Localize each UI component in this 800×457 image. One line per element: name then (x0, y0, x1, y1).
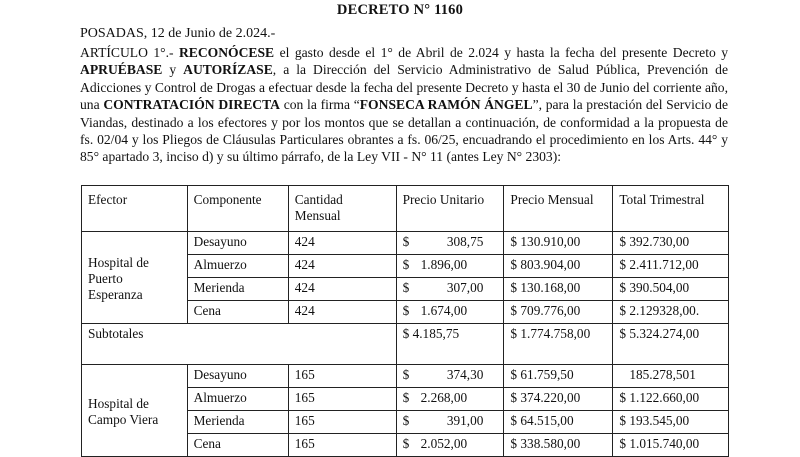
currency-symbol: $ (402, 390, 410, 405)
mensual-cell (504, 301, 613, 324)
article-bold-firma: FONSECA RAMÓN ÁNGEL (359, 97, 533, 113)
componente-cell: Almuerzo (187, 255, 288, 278)
unitario-value: 307,00 (446, 280, 484, 295)
efector-cell: Hospital de Campo Viera (82, 365, 188, 457)
cantidad-cell: 165 (288, 411, 396, 434)
table-row (82, 232, 729, 255)
currency-symbol: $ (402, 280, 410, 295)
trimestral-cell (613, 434, 729, 457)
trimestral-value: 185.278,501 (629, 367, 696, 382)
mensual-cell (504, 365, 613, 388)
subtotal-trimestral-value: 5.324.274,00 (629, 326, 700, 341)
mensual-value: 130.168,00 (520, 280, 581, 295)
trimestral-cell (613, 255, 729, 278)
table-row (82, 365, 729, 388)
header-precio-unitario: Precio Unitario (396, 186, 504, 232)
article-bold-apruebase: APRUÉBASE (80, 62, 163, 78)
mensual-cell (504, 278, 613, 301)
currency-symbol: $ (510, 367, 518, 382)
mensual-cell (504, 434, 613, 457)
unitario-value: 2.052,00 (420, 436, 468, 451)
mensual-cell (504, 232, 613, 255)
unitario-cell (396, 301, 504, 324)
header-componente: Componente (187, 186, 288, 232)
mensual-cell (504, 388, 613, 411)
article-intro: ARTÍCULO 1°.- (80, 45, 179, 60)
article-text-5: ”, para la prestación del Servicio de Viandas, destinado a los efectores y por los montos que se detallan a continuación, de conformidad a la propuesta de fs. 02/04 y los Pliegos de Cláusulas Particulares obrantes a fs. 06/25, encuadrando el procedimiento en los Arts. 44° y 85° apartado 3, inciso d) y su último párrafo, de la Ley VII - N° 11 (antes Ley N° 2303): (80, 97, 729, 165)
currency-symbol: $ (402, 257, 410, 272)
currency-symbol: $ (619, 303, 627, 318)
unitario-value: 374,30 (446, 367, 484, 382)
currency-symbol: $ (510, 257, 518, 272)
mensual-value: 803.904,00 (520, 257, 581, 272)
article-paragraph (80, 44, 728, 166)
currency-symbol: $ (510, 234, 518, 249)
currency-symbol: $ (510, 390, 518, 405)
trimestral-value: 2.411.712,00 (629, 257, 699, 272)
subtotal-mensual-cell (504, 324, 613, 365)
trimestral-value: 392.730,00 (629, 234, 690, 249)
trimestral-value: 1.122.660,00 (629, 390, 700, 405)
article-bold-autorizase: AUTORÍZASE (183, 62, 273, 78)
cantidad-cell: 165 (288, 388, 396, 411)
unitario-cell (396, 232, 504, 255)
unitario-cell (396, 278, 504, 301)
unitario-cell (396, 434, 504, 457)
unitario-value: 1.896,00 (420, 257, 468, 272)
trimestral-cell (613, 365, 729, 388)
currency-symbol: $ (619, 413, 627, 428)
mensual-cell (504, 411, 613, 434)
trimestral-cell (613, 232, 729, 255)
currency-symbol: $ (619, 280, 627, 295)
unitario-cell (396, 411, 504, 434)
componente-cell: Desayuno (187, 365, 288, 388)
componente-cell: Cena (187, 434, 288, 457)
currency-symbol: $ (510, 303, 518, 318)
currency-symbol: $ (402, 413, 410, 428)
trimestral-value: 2.129328,00. (629, 303, 700, 318)
componente-cell: Merienda (187, 411, 288, 434)
article-text-1: el gasto desde el 1° de Abril de 2.024 y hasta la fecha del presente Decreto y (274, 45, 729, 60)
unitario-cell (396, 388, 504, 411)
price-table (81, 185, 729, 457)
header-precio-mensual: Precio Mensual (504, 186, 613, 232)
currency-symbol: $ (510, 413, 518, 428)
currency-symbol: $ (510, 326, 518, 341)
unitario-cell (396, 255, 504, 278)
trimestral-value: 193.545,00 (629, 413, 690, 428)
mensual-value: 374.220,00 (520, 390, 581, 405)
decree-title: DECRETO N° 1160 (336, 2, 464, 18)
subtotal-unitario-cell (396, 324, 504, 365)
trimestral-value: 1.015.740,00 (629, 436, 700, 451)
currency-symbol: $ (402, 234, 410, 249)
cantidad-cell: 424 (288, 255, 396, 278)
article-bold-contratacion: CONTRATACIÓN DIRECTA (103, 97, 281, 113)
article-bold-reconocese: RECONÓCESE (178, 45, 275, 60)
unitario-value: 2.268,00 (420, 390, 468, 405)
subtotal-trimestral-cell (613, 324, 729, 365)
cantidad-cell: 165 (288, 365, 396, 388)
date-line: POSADAS, 12 de Junio de 2.024.- (80, 26, 276, 41)
trimestral-cell (613, 301, 729, 324)
unitario-cell (396, 365, 504, 388)
trimestral-cell (613, 411, 729, 434)
currency-symbol: $ (402, 326, 410, 341)
componente-cell: Merienda (187, 278, 288, 301)
componente-cell: Almuerzo (187, 388, 288, 411)
mensual-value: 130.910,00 (520, 234, 581, 249)
trimestral-cell (613, 278, 729, 301)
article-text-3: , a la Dirección del Servicio Administrativo de Salud Pública, Prevención de Adicciones y Control de Drogas a efectuar desde la fecha del presente Decreto y hasta el 30 de Junio del corriente año, una (80, 62, 729, 113)
componente-cell: Desayuno (187, 232, 288, 255)
table-header-row (82, 186, 729, 232)
trimestral-value: 390.504,00 (629, 280, 690, 295)
currency-symbol: $ (510, 436, 518, 451)
mensual-cell (504, 255, 613, 278)
currency-symbol: $ (619, 257, 627, 272)
subtotal-label: Subtotales (82, 324, 397, 365)
currency-symbol: $ (402, 436, 410, 451)
subtotal-mensual-value: 1.774.758,00 (520, 326, 591, 341)
mensual-value: 709.776,00 (520, 303, 581, 318)
efector-cell: Hospital de Puerto Esperanza (82, 232, 188, 324)
cantidad-cell: 424 (288, 232, 396, 255)
mensual-value: 338.580,00 (520, 436, 581, 451)
header-efector: Efector (82, 186, 188, 232)
header-cantidad: Cantidad Mensual (288, 186, 396, 232)
currency-symbol: $ (510, 280, 518, 295)
currency-symbol: $ (402, 367, 410, 382)
unitario-value: 1.674,00 (420, 303, 468, 318)
mensual-value: 64.515,00 (520, 413, 574, 428)
cantidad-cell: 424 (288, 301, 396, 324)
currency-symbol: $ (402, 303, 410, 318)
header-total-trimestral: Total Trimestral (613, 186, 729, 232)
currency-symbol: $ (619, 326, 627, 341)
cantidad-cell: 165 (288, 434, 396, 457)
mensual-value: 61.759,50 (520, 367, 574, 382)
unitario-value: 308,75 (446, 234, 484, 249)
subtotal-unitario-value: 4.185,75 (412, 326, 460, 341)
componente-cell: Cena (187, 301, 288, 324)
unitario-value: 391,00 (446, 413, 484, 428)
subtotal-row (82, 324, 729, 365)
currency-symbol: $ (619, 436, 627, 451)
article-text-2: y (162, 62, 184, 78)
trimestral-cell (613, 388, 729, 411)
currency-symbol: $ (619, 234, 627, 249)
cantidad-cell: 424 (288, 278, 396, 301)
currency-symbol: $ (619, 390, 627, 405)
article-text-4: con la firma “ (280, 97, 360, 113)
